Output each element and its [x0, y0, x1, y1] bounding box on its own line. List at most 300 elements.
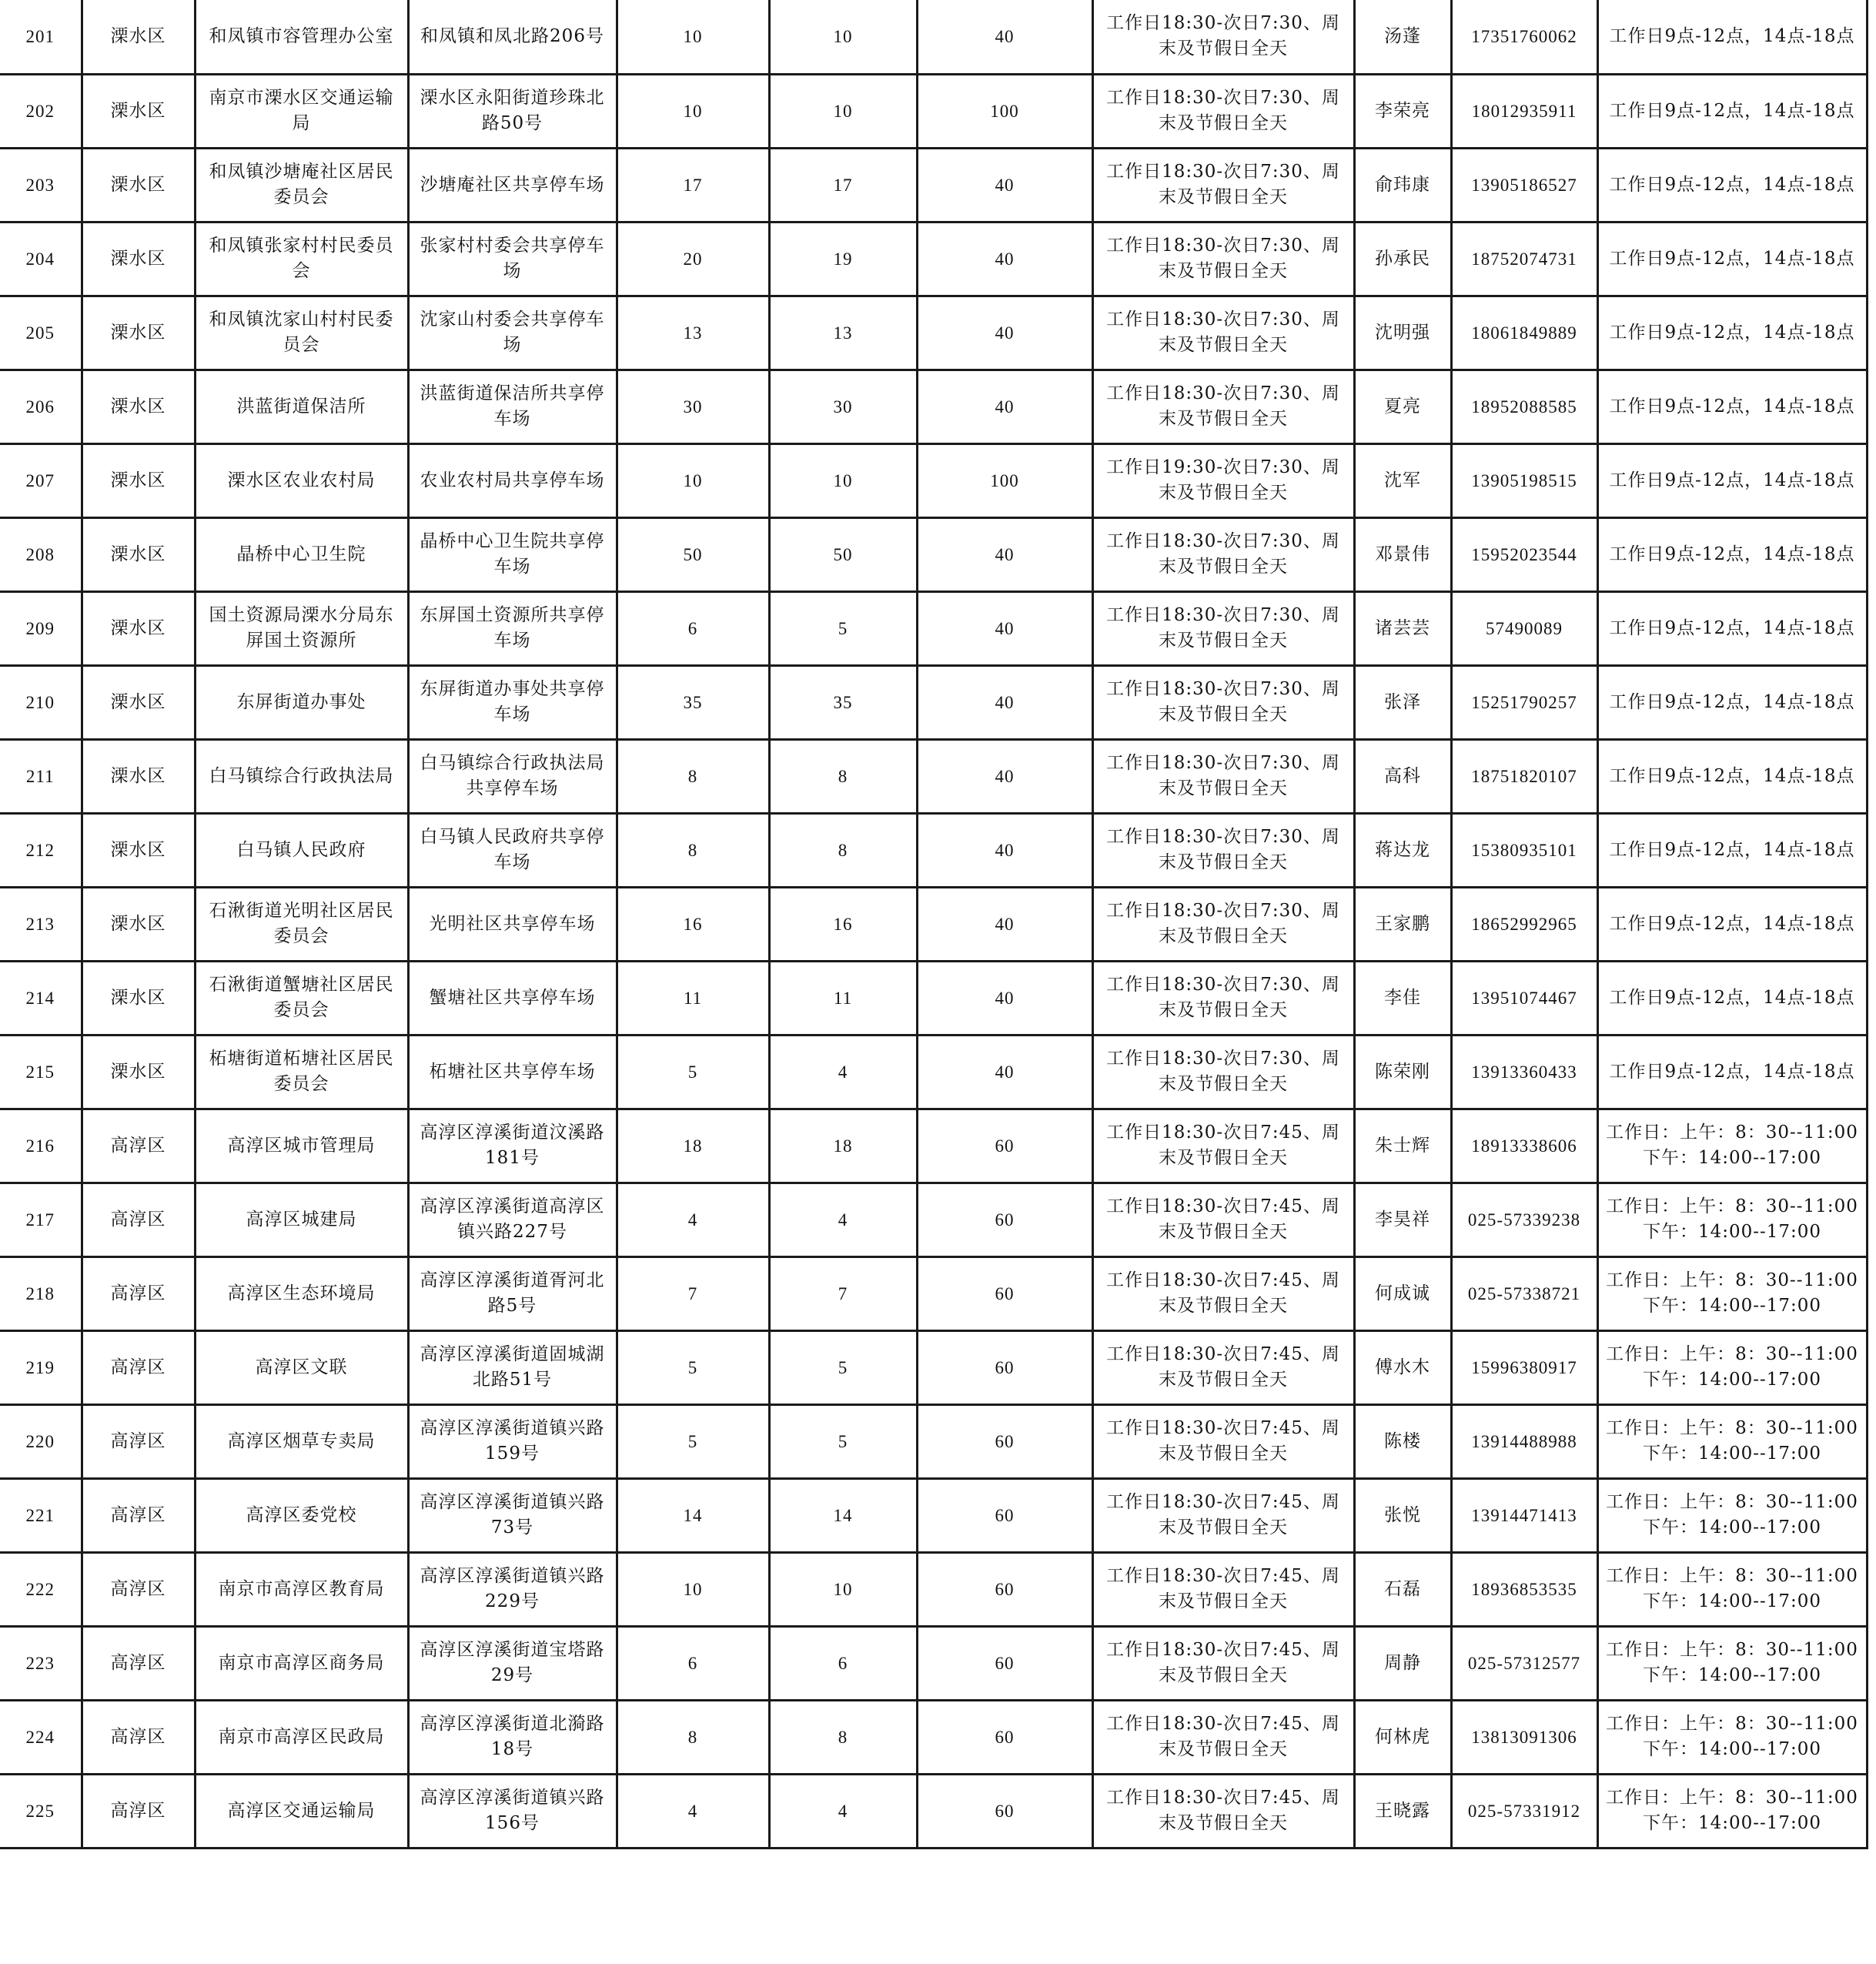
district-cell: 溧水区 — [82, 74, 195, 148]
open-hours-cell: 工作日18:30-次日7:30、周末及节假日全天 — [1092, 813, 1354, 887]
open-hours-cell: 工作日18:30-次日7:45、周末及节假日全天 — [1092, 1700, 1354, 1774]
open-hours-cell: 工作日18:30-次日7:45、周末及节假日全天 — [1092, 1626, 1354, 1700]
address-cell: 东屏国土资源所共享停车场 — [408, 591, 617, 665]
unit-name-cell: 国土资源局溧水分局东屏国土资源所 — [195, 591, 408, 665]
open-hours-cell: 工作日18:30-次日7:45、周末及节假日全天 — [1092, 1109, 1354, 1183]
open-hours-cell: 工作日18:30-次日7:30、周末及节假日全天 — [1092, 370, 1354, 443]
table-row — [0, 517, 1867, 591]
total-spaces-cell: 8 — [617, 1700, 769, 1774]
phone-cell: 17351760062 — [1451, 0, 1597, 74]
shared-spaces-cell: 5 — [769, 1330, 917, 1404]
open-hours-cell: 工作日18:30-次日7:30、周末及节假日全天 — [1092, 591, 1354, 665]
fee-cell: 60 — [917, 1552, 1092, 1626]
phone-cell: 18012935911 — [1451, 74, 1597, 148]
address-cell: 溧水区永阳街道珍珠北路50号 — [408, 74, 617, 148]
address-cell: 高淳区淳溪街道镇兴路156号 — [408, 1774, 617, 1848]
fee-cell: 60 — [917, 1626, 1092, 1700]
phone-cell: 13951074467 — [1451, 961, 1597, 1035]
contact-person-cell: 李佳 — [1354, 961, 1451, 1035]
total-spaces-cell: 10 — [617, 1552, 769, 1626]
office-hours-cell: 工作日9点-12点，14点-18点 — [1597, 222, 1867, 296]
address-cell: 晶桥中心卫生院共享停车场 — [408, 517, 617, 591]
district-cell: 高淳区 — [82, 1552, 195, 1626]
shared-spaces-cell: 19 — [769, 222, 917, 296]
table-row — [0, 1109, 1867, 1183]
shared-spaces-cell: 7 — [769, 1256, 917, 1330]
address-cell: 农业农村局共享停车场 — [408, 443, 617, 517]
district-cell: 溧水区 — [82, 148, 195, 222]
row-number-cell: 224 — [0, 1700, 82, 1774]
total-spaces-cell: 16 — [617, 887, 769, 961]
total-spaces-cell: 8 — [617, 813, 769, 887]
office-hours-cell: 工作日9点-12点，14点-18点 — [1597, 0, 1867, 74]
fee-cell: 40 — [917, 961, 1092, 1035]
shared-spaces-cell: 4 — [769, 1183, 917, 1256]
total-spaces-cell: 7 — [617, 1256, 769, 1330]
row-number-cell: 210 — [0, 665, 82, 739]
contact-person-cell: 夏亮 — [1354, 370, 1451, 443]
unit-name-cell: 白马镇综合行政执法局 — [195, 739, 408, 813]
fee-cell: 40 — [917, 591, 1092, 665]
phone-cell: 15251790257 — [1451, 665, 1597, 739]
total-spaces-cell: 4 — [617, 1774, 769, 1848]
contact-person-cell: 何林虎 — [1354, 1700, 1451, 1774]
district-cell: 高淳区 — [82, 1109, 195, 1183]
phone-cell: 18751820107 — [1451, 739, 1597, 813]
phone-cell: 025-57339238 — [1451, 1183, 1597, 1256]
address-cell: 蟹塘社区共享停车场 — [408, 961, 617, 1035]
shared-spaces-cell: 8 — [769, 739, 917, 813]
fee-cell: 60 — [917, 1183, 1092, 1256]
phone-cell: 57490089 — [1451, 591, 1597, 665]
unit-name-cell: 高淳区委党校 — [195, 1478, 408, 1552]
phone-cell: 18952088585 — [1451, 370, 1597, 443]
office-hours-cell: 工作日：上午：8：30--11:00 下午：14:00--17:00 — [1597, 1774, 1867, 1848]
shared-spaces-cell: 6 — [769, 1626, 917, 1700]
fee-cell: 40 — [917, 148, 1092, 222]
fee-cell: 40 — [917, 665, 1092, 739]
phone-cell: 15952023544 — [1451, 517, 1597, 591]
address-cell: 东屏街道办事处共享停车场 — [408, 665, 617, 739]
contact-person-cell: 蒋达龙 — [1354, 813, 1451, 887]
row-number-cell: 207 — [0, 443, 82, 517]
address-cell: 高淳区淳溪街道高淳区镇兴路227号 — [408, 1183, 617, 1256]
office-hours-cell: 工作日：上午：8：30--11:00 下午：14:00--17:00 — [1597, 1109, 1867, 1183]
district-cell: 溧水区 — [82, 517, 195, 591]
district-cell: 溧水区 — [82, 222, 195, 296]
row-number-cell: 213 — [0, 887, 82, 961]
table-row — [0, 1256, 1867, 1330]
office-hours-cell: 工作日：上午：8：30--11:00 下午：14:00--17:00 — [1597, 1478, 1867, 1552]
address-cell: 高淳区淳溪街道固城湖北路51号 — [408, 1330, 617, 1404]
address-cell: 高淳区淳溪街道汶溪路181号 — [408, 1109, 617, 1183]
unit-name-cell: 高淳区交通运输局 — [195, 1774, 408, 1848]
fee-cell: 60 — [917, 1478, 1092, 1552]
fee-cell: 60 — [917, 1330, 1092, 1404]
shared-spaces-cell: 5 — [769, 1404, 917, 1478]
office-hours-cell: 工作日9点-12点，14点-18点 — [1597, 665, 1867, 739]
fee-cell: 60 — [917, 1404, 1092, 1478]
unit-name-cell: 东屏街道办事处 — [195, 665, 408, 739]
table-row — [0, 665, 1867, 739]
address-cell: 白马镇人民政府共享停车场 — [408, 813, 617, 887]
open-hours-cell: 工作日18:30-次日7:30、周末及节假日全天 — [1092, 148, 1354, 222]
row-number-cell: 204 — [0, 222, 82, 296]
district-cell: 高淳区 — [82, 1774, 195, 1848]
open-hours-cell: 工作日18:30-次日7:45、周末及节假日全天 — [1092, 1330, 1354, 1404]
open-hours-cell: 工作日18:30-次日7:30、周末及节假日全天 — [1092, 961, 1354, 1035]
district-cell: 高淳区 — [82, 1330, 195, 1404]
contact-person-cell: 李昊祥 — [1354, 1183, 1451, 1256]
open-hours-cell: 工作日18:30-次日7:45、周末及节假日全天 — [1092, 1478, 1354, 1552]
open-hours-cell: 工作日18:30-次日7:45、周末及节假日全天 — [1092, 1774, 1354, 1848]
contact-person-cell: 邓景伟 — [1354, 517, 1451, 591]
table-row — [0, 296, 1867, 370]
fee-cell: 40 — [917, 887, 1092, 961]
row-number-cell: 209 — [0, 591, 82, 665]
contact-person-cell: 汤蓬 — [1354, 0, 1451, 74]
district-cell: 高淳区 — [82, 1478, 195, 1552]
office-hours-cell: 工作日：上午：8：30--11:00 下午：14:00--17:00 — [1597, 1700, 1867, 1774]
district-cell: 溧水区 — [82, 813, 195, 887]
shared-spaces-cell: 8 — [769, 813, 917, 887]
fee-cell: 100 — [917, 74, 1092, 148]
address-cell: 沙塘庵社区共享停车场 — [408, 148, 617, 222]
contact-person-cell: 张悦 — [1354, 1478, 1451, 1552]
phone-cell: 13913360433 — [1451, 1035, 1597, 1109]
address-cell: 和凤镇和凤北路206号 — [408, 0, 617, 74]
open-hours-cell: 工作日18:30-次日7:30、周末及节假日全天 — [1092, 739, 1354, 813]
open-hours-cell: 工作日18:30-次日7:30、周末及节假日全天 — [1092, 665, 1354, 739]
contact-person-cell: 何成诚 — [1354, 1256, 1451, 1330]
district-cell: 溧水区 — [82, 1035, 195, 1109]
table-row — [0, 1183, 1867, 1256]
district-cell: 溧水区 — [82, 591, 195, 665]
contact-person-cell: 石磊 — [1354, 1552, 1451, 1626]
office-hours-cell: 工作日9点-12点，14点-18点 — [1597, 1035, 1867, 1109]
row-number-cell: 218 — [0, 1256, 82, 1330]
office-hours-cell: 工作日9点-12点，14点-18点 — [1597, 739, 1867, 813]
open-hours-cell: 工作日18:30-次日7:45、周末及节假日全天 — [1092, 1404, 1354, 1478]
address-cell: 高淳区淳溪街道宝塔路29号 — [408, 1626, 617, 1700]
address-cell: 张家村村委会共享停车场 — [408, 222, 617, 296]
unit-name-cell: 和凤镇沈家山村村民委员会 — [195, 296, 408, 370]
unit-name-cell: 高淳区生态环境局 — [195, 1256, 408, 1330]
unit-name-cell: 柘塘街道柘塘社区居民委员会 — [195, 1035, 408, 1109]
office-hours-cell: 工作日9点-12点，14点-18点 — [1597, 961, 1867, 1035]
phone-cell: 15996380917 — [1451, 1330, 1597, 1404]
open-hours-cell: 工作日18:30-次日7:30、周末及节假日全天 — [1092, 1035, 1354, 1109]
table-row — [0, 222, 1867, 296]
contact-person-cell: 王晓露 — [1354, 1774, 1451, 1848]
phone-cell: 18752074731 — [1451, 222, 1597, 296]
contact-person-cell: 王家鹏 — [1354, 887, 1451, 961]
table-row — [0, 370, 1867, 443]
phone-cell: 13914471413 — [1451, 1478, 1597, 1552]
phone-cell: 18061849889 — [1451, 296, 1597, 370]
row-number-cell: 223 — [0, 1626, 82, 1700]
unit-name-cell: 高淳区文联 — [195, 1330, 408, 1404]
shared-spaces-cell: 4 — [769, 1035, 917, 1109]
office-hours-cell: 工作日9点-12点，14点-18点 — [1597, 813, 1867, 887]
phone-cell: 13905198515 — [1451, 443, 1597, 517]
phone-cell: 18936853535 — [1451, 1552, 1597, 1626]
contact-person-cell: 陈荣刚 — [1354, 1035, 1451, 1109]
shared-spaces-cell: 50 — [769, 517, 917, 591]
table-row — [0, 1626, 1867, 1700]
table-row — [0, 813, 1867, 887]
table-row — [0, 0, 1867, 74]
fee-cell: 100 — [917, 443, 1092, 517]
row-number-cell: 211 — [0, 739, 82, 813]
total-spaces-cell: 35 — [617, 665, 769, 739]
row-number-cell: 206 — [0, 370, 82, 443]
open-hours-cell: 工作日18:30-次日7:45、周末及节假日全天 — [1092, 1256, 1354, 1330]
unit-name-cell: 高淳区城建局 — [195, 1183, 408, 1256]
open-hours-cell: 工作日18:30-次日7:30、周末及节假日全天 — [1092, 887, 1354, 961]
district-cell: 高淳区 — [82, 1404, 195, 1478]
total-spaces-cell: 11 — [617, 961, 769, 1035]
office-hours-cell: 工作日：上午：8：30--11:00 下午：14:00--17:00 — [1597, 1256, 1867, 1330]
table-row — [0, 1478, 1867, 1552]
district-cell: 溧水区 — [82, 739, 195, 813]
fee-cell: 40 — [917, 370, 1092, 443]
district-cell: 溧水区 — [82, 296, 195, 370]
phone-cell: 13813091306 — [1451, 1700, 1597, 1774]
district-cell: 溧水区 — [82, 665, 195, 739]
phone-cell: 18652992965 — [1451, 887, 1597, 961]
phone-cell: 13905186527 — [1451, 148, 1597, 222]
row-number-cell: 221 — [0, 1478, 82, 1552]
office-hours-cell: 工作日9点-12点，14点-18点 — [1597, 887, 1867, 961]
open-hours-cell: 工作日18:30-次日7:30、周末及节假日全天 — [1092, 296, 1354, 370]
row-number-cell: 222 — [0, 1552, 82, 1626]
shared-spaces-cell: 16 — [769, 887, 917, 961]
district-cell: 高淳区 — [82, 1256, 195, 1330]
table-row — [0, 1330, 1867, 1404]
contact-person-cell: 李荣亮 — [1354, 74, 1451, 148]
shared-spaces-cell: 11 — [769, 961, 917, 1035]
address-cell: 高淳区淳溪街道镇兴路73号 — [408, 1478, 617, 1552]
contact-person-cell: 傅水木 — [1354, 1330, 1451, 1404]
unit-name-cell: 石湫街道光明社区居民委员会 — [195, 887, 408, 961]
total-spaces-cell: 5 — [617, 1035, 769, 1109]
district-cell: 溧水区 — [82, 961, 195, 1035]
contact-person-cell: 沈军 — [1354, 443, 1451, 517]
office-hours-cell: 工作日：上午：8：30--11:00 下午：14:00--17:00 — [1597, 1183, 1867, 1256]
table-row — [0, 1774, 1867, 1848]
row-number-cell: 215 — [0, 1035, 82, 1109]
unit-name-cell: 白马镇人民政府 — [195, 813, 408, 887]
office-hours-cell: 工作日9点-12点，14点-18点 — [1597, 74, 1867, 148]
office-hours-cell: 工作日9点-12点，14点-18点 — [1597, 591, 1867, 665]
total-spaces-cell: 14 — [617, 1478, 769, 1552]
address-cell: 柘塘社区共享停车场 — [408, 1035, 617, 1109]
total-spaces-cell: 5 — [617, 1404, 769, 1478]
row-number-cell: 202 — [0, 74, 82, 148]
row-number-cell: 214 — [0, 961, 82, 1035]
phone-cell: 13914488988 — [1451, 1404, 1597, 1478]
row-number-cell: 225 — [0, 1774, 82, 1848]
open-hours-cell: 工作日19:30-次日7:30、周末及节假日全天 — [1092, 443, 1354, 517]
office-hours-cell: 工作日9点-12点，14点-18点 — [1597, 296, 1867, 370]
address-cell: 高淳区淳溪街道北漪路18号 — [408, 1700, 617, 1774]
fee-cell: 40 — [917, 0, 1092, 74]
contact-person-cell: 朱士辉 — [1354, 1109, 1451, 1183]
contact-person-cell: 张泽 — [1354, 665, 1451, 739]
unit-name-cell: 南京市高淳区民政局 — [195, 1700, 408, 1774]
row-number-cell: 220 — [0, 1404, 82, 1478]
table-row — [0, 443, 1867, 517]
address-cell: 白马镇综合行政执法局共享停车场 — [408, 739, 617, 813]
total-spaces-cell: 4 — [617, 1183, 769, 1256]
unit-name-cell: 高淳区烟草专卖局 — [195, 1404, 408, 1478]
contact-person-cell: 陈楼 — [1354, 1404, 1451, 1478]
shared-spaces-cell: 5 — [769, 591, 917, 665]
row-number-cell: 205 — [0, 296, 82, 370]
table-row — [0, 739, 1867, 813]
address-cell: 沈家山村委会共享停车场 — [408, 296, 617, 370]
address-cell: 高淳区淳溪街道镇兴路229号 — [408, 1552, 617, 1626]
fee-cell: 60 — [917, 1774, 1092, 1848]
total-spaces-cell: 10 — [617, 0, 769, 74]
row-number-cell: 217 — [0, 1183, 82, 1256]
total-spaces-cell: 13 — [617, 296, 769, 370]
district-cell: 溧水区 — [82, 370, 195, 443]
total-spaces-cell: 5 — [617, 1330, 769, 1404]
fee-cell: 40 — [917, 296, 1092, 370]
address-cell: 高淳区淳溪街道镇兴路159号 — [408, 1404, 617, 1478]
open-hours-cell: 工作日18:30-次日7:30、周末及节假日全天 — [1092, 0, 1354, 74]
office-hours-cell: 工作日9点-12点，14点-18点 — [1597, 517, 1867, 591]
office-hours-cell: 工作日：上午：8：30--11:00 下午：14:00--17:00 — [1597, 1552, 1867, 1626]
fee-cell: 40 — [917, 1035, 1092, 1109]
row-number-cell: 203 — [0, 148, 82, 222]
table-row — [0, 1700, 1867, 1774]
shared-spaces-cell: 17 — [769, 148, 917, 222]
shared-spaces-cell: 10 — [769, 0, 917, 74]
total-spaces-cell: 10 — [617, 443, 769, 517]
contact-person-cell: 俞玮康 — [1354, 148, 1451, 222]
unit-name-cell: 和凤镇市容管理办公室 — [195, 0, 408, 74]
phone-cell: 18913338606 — [1451, 1109, 1597, 1183]
row-number-cell: 208 — [0, 517, 82, 591]
shared-spaces-cell: 30 — [769, 370, 917, 443]
table-row — [0, 1035, 1867, 1109]
district-cell: 溧水区 — [82, 443, 195, 517]
shared-spaces-cell: 10 — [769, 1552, 917, 1626]
contact-person-cell: 高科 — [1354, 739, 1451, 813]
shared-spaces-cell: 35 — [769, 665, 917, 739]
unit-name-cell: 和凤镇沙塘庵社区居民委员会 — [195, 148, 408, 222]
unit-name-cell: 石湫街道蟹塘社区居民委员会 — [195, 961, 408, 1035]
address-cell: 光明社区共享停车场 — [408, 887, 617, 961]
table-row — [0, 1552, 1867, 1626]
fee-cell: 40 — [917, 813, 1092, 887]
total-spaces-cell: 6 — [617, 1626, 769, 1700]
district-cell: 高淳区 — [82, 1183, 195, 1256]
open-hours-cell: 工作日18:30-次日7:30、周末及节假日全天 — [1092, 222, 1354, 296]
address-cell: 洪蓝街道保洁所共享停车场 — [408, 370, 617, 443]
shared-spaces-cell: 8 — [769, 1700, 917, 1774]
shared-spaces-cell: 10 — [769, 443, 917, 517]
district-cell: 溧水区 — [82, 0, 195, 74]
total-spaces-cell: 18 — [617, 1109, 769, 1183]
unit-name-cell: 晶桥中心卫生院 — [195, 517, 408, 591]
shared-spaces-cell: 10 — [769, 74, 917, 148]
phone-cell: 025-57312577 — [1451, 1626, 1597, 1700]
phone-cell: 15380935101 — [1451, 813, 1597, 887]
total-spaces-cell: 30 — [617, 370, 769, 443]
table-row — [0, 148, 1867, 222]
table-row — [0, 591, 1867, 665]
unit-name-cell: 洪蓝街道保洁所 — [195, 370, 408, 443]
fee-cell: 60 — [917, 1256, 1092, 1330]
contact-person-cell: 孙承民 — [1354, 222, 1451, 296]
shared-spaces-cell: 14 — [769, 1478, 917, 1552]
phone-cell: 025-57331912 — [1451, 1774, 1597, 1848]
contact-person-cell: 沈明强 — [1354, 296, 1451, 370]
office-hours-cell: 工作日9点-12点，14点-18点 — [1597, 148, 1867, 222]
fee-cell: 40 — [917, 517, 1092, 591]
total-spaces-cell: 20 — [617, 222, 769, 296]
address-cell: 高淳区淳溪街道胥河北路5号 — [408, 1256, 617, 1330]
total-spaces-cell: 8 — [617, 739, 769, 813]
district-cell: 高淳区 — [82, 1700, 195, 1774]
total-spaces-cell: 6 — [617, 591, 769, 665]
fee-cell: 60 — [917, 1109, 1092, 1183]
total-spaces-cell: 17 — [617, 148, 769, 222]
unit-name-cell: 溧水区农业农村局 — [195, 443, 408, 517]
office-hours-cell: 工作日：上午：8：30--11:00 下午：14:00--17:00 — [1597, 1404, 1867, 1478]
contact-person-cell: 周静 — [1354, 1626, 1451, 1700]
office-hours-cell: 工作日9点-12点，14点-18点 — [1597, 370, 1867, 443]
total-spaces-cell: 50 — [617, 517, 769, 591]
unit-name-cell: 和凤镇张家村村民委员会 — [195, 222, 408, 296]
shared-spaces-cell: 18 — [769, 1109, 917, 1183]
table-row — [0, 74, 1867, 148]
office-hours-cell: 工作日：上午：8：30--11:00 下午：14:00--17:00 — [1597, 1330, 1867, 1404]
row-number-cell: 216 — [0, 1109, 82, 1183]
district-cell: 溧水区 — [82, 887, 195, 961]
unit-name-cell: 高淳区城市管理局 — [195, 1109, 408, 1183]
fee-cell: 40 — [917, 739, 1092, 813]
district-cell: 高淳区 — [82, 1626, 195, 1700]
total-spaces-cell: 10 — [617, 74, 769, 148]
office-hours-cell: 工作日：上午：8：30--11:00 下午：14:00--17:00 — [1597, 1626, 1867, 1700]
contact-person-cell: 诸芸芸 — [1354, 591, 1451, 665]
fee-cell: 60 — [917, 1700, 1092, 1774]
row-number-cell: 219 — [0, 1330, 82, 1404]
shared-spaces-cell: 4 — [769, 1774, 917, 1848]
shared-spaces-cell: 13 — [769, 296, 917, 370]
office-hours-cell: 工作日9点-12点，14点-18点 — [1597, 443, 1867, 517]
open-hours-cell: 工作日18:30-次日7:45、周末及节假日全天 — [1092, 1552, 1354, 1626]
unit-name-cell: 南京市高淳区商务局 — [195, 1626, 408, 1700]
phone-cell: 025-57338721 — [1451, 1256, 1597, 1330]
open-hours-cell: 工作日18:30-次日7:30、周末及节假日全天 — [1092, 517, 1354, 591]
table-row — [0, 887, 1867, 961]
unit-name-cell: 南京市高淳区教育局 — [195, 1552, 408, 1626]
table-row — [0, 1404, 1867, 1478]
open-hours-cell: 工作日18:30-次日7:45、周末及节假日全天 — [1092, 1183, 1354, 1256]
open-hours-cell: 工作日18:30-次日7:30、周末及节假日全天 — [1092, 74, 1354, 148]
row-number-cell: 212 — [0, 813, 82, 887]
unit-name-cell: 南京市溧水区交通运输局 — [195, 74, 408, 148]
fee-cell: 40 — [917, 222, 1092, 296]
table-row — [0, 961, 1867, 1035]
row-number-cell: 201 — [0, 0, 82, 74]
